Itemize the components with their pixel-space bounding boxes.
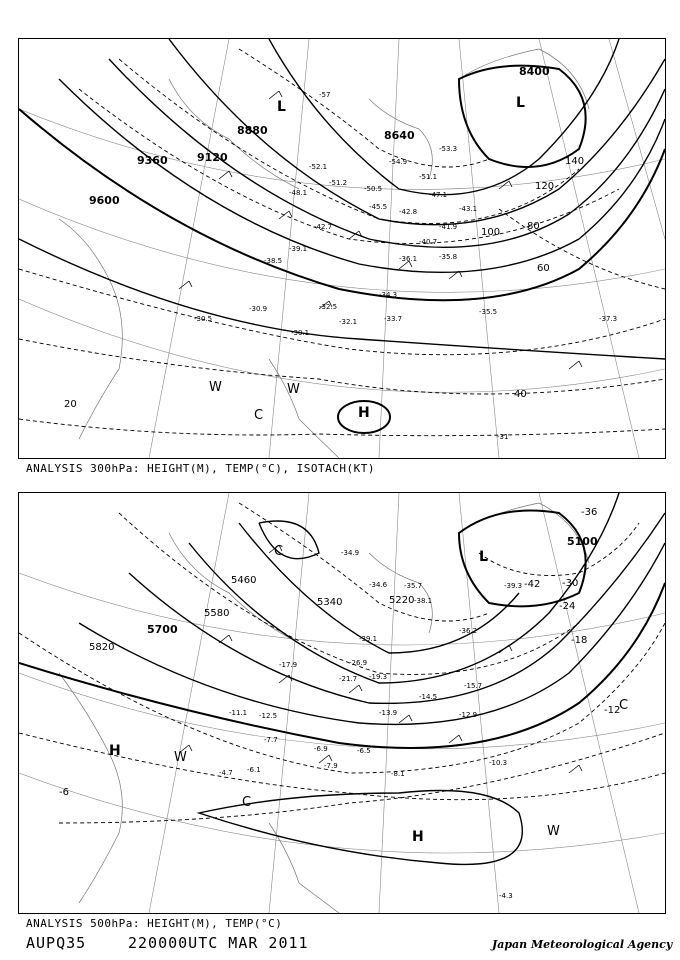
station-temperature-labels xyxy=(219,549,522,900)
station-temp-label: -17.9 xyxy=(279,661,298,669)
isotherm-label--18: -18 xyxy=(571,635,588,646)
temp-label: -30.5 xyxy=(194,315,213,323)
thick-contours xyxy=(19,66,665,433)
station-temp-label: -12.9 xyxy=(459,711,478,719)
map-300hpa-caption: ANALYSIS 300hPa: HEIGHT(M), TEMP(°C), ISOTACH(KT) xyxy=(26,462,376,475)
temp-label: -35.5 xyxy=(479,308,498,316)
low-center: L xyxy=(516,95,525,111)
map-500hpa-canvas xyxy=(19,493,665,913)
cold-marker: C xyxy=(242,795,252,810)
temp-label: -48.1 xyxy=(289,189,308,197)
isotherm-label--36: -36 xyxy=(581,507,598,518)
temp-label: -51.2 xyxy=(329,179,348,187)
temp-label: -31 xyxy=(497,433,509,441)
isotach-label-20: 20 xyxy=(64,399,77,410)
temp-label: -50.5 xyxy=(364,185,383,193)
station-temp-label: -19.3 xyxy=(369,673,388,681)
temp-label: -32.1 xyxy=(339,318,358,326)
cold-marker: C xyxy=(254,408,264,423)
station-temp-label: -14.5 xyxy=(419,693,438,701)
temp-label: -51.1 xyxy=(419,173,438,181)
station-temp-label: -34.6 xyxy=(369,581,388,589)
station-temp-label: -36.2 xyxy=(459,627,478,635)
isotherm-label--24: -24 xyxy=(559,601,576,612)
height-labels xyxy=(89,65,550,207)
temp-label: -37.3 xyxy=(599,315,618,323)
temp-label: -53.3 xyxy=(439,145,458,153)
map-500hpa-caption: ANALYSIS 500hPa: HEIGHT(M), TEMP(°C) xyxy=(26,917,283,930)
temp-label: -30.9 xyxy=(249,305,268,313)
station-temp-label: -6.5 xyxy=(357,747,371,755)
warm-marker: W xyxy=(209,380,222,395)
station-temp-label: -39.3 xyxy=(504,582,523,590)
height-label-5340: 5340 xyxy=(317,597,343,608)
height-label-5580: 5580 xyxy=(204,608,230,619)
chart-code: AUPQ35 xyxy=(26,934,87,952)
pressure-systems xyxy=(109,544,628,845)
temperature-contour-labels xyxy=(59,507,620,798)
map-500hpa xyxy=(18,492,666,914)
high-center: H xyxy=(109,743,121,759)
station-temp-label: -13.9 xyxy=(379,709,398,717)
isotach-label-120: 120 xyxy=(535,181,555,192)
temp-label: -38.5 xyxy=(264,257,283,265)
height-label-5100: 5100 xyxy=(567,535,598,548)
height-label-9120: 9120 xyxy=(197,151,228,164)
warm-marker: W xyxy=(287,382,300,397)
isotach-label-80: 80 xyxy=(527,221,540,232)
isotherm-label--42: -42 xyxy=(524,579,541,590)
temp-label: -42.7 xyxy=(314,223,333,231)
temp-label: -45.5 xyxy=(369,203,388,211)
station-temp-label: -34.9 xyxy=(341,549,360,557)
graticule xyxy=(19,39,665,458)
station-temp-label: -6.1 xyxy=(247,766,261,774)
map-300hpa xyxy=(18,38,666,459)
height-label-8640: 8640 xyxy=(384,129,415,142)
isotach-label-60: 60 xyxy=(537,263,550,274)
low-center: L xyxy=(479,549,488,565)
station-temp-label: -39.1 xyxy=(359,635,378,643)
isotherms xyxy=(19,49,665,436)
height-label-8880: 8880 xyxy=(237,124,268,137)
warm-marker: W xyxy=(174,750,187,765)
height-label-5820: 5820 xyxy=(89,642,115,653)
isotherm-label--30: -30 xyxy=(562,578,579,589)
station-temp-label: -11.1 xyxy=(229,709,248,717)
height-label-5220: 5220 xyxy=(389,595,415,606)
station-temp-label: -38.1 xyxy=(414,597,433,605)
station-temp-label: -4.3 xyxy=(499,892,513,900)
temp-label: -41.9 xyxy=(439,223,458,231)
temp-label: -43.1 xyxy=(459,205,478,213)
agency-credit: Japan Meteorological Agency xyxy=(492,938,673,951)
station-temp-label: -15.7 xyxy=(464,682,483,690)
temp-label: -32.5 xyxy=(319,303,338,311)
temp-label: -47.1 xyxy=(429,191,448,199)
temp-label: -36.1 xyxy=(399,255,418,263)
high-center: H xyxy=(358,405,370,421)
station-temp-label: -7.9 xyxy=(324,762,338,770)
height-label-9360: 9360 xyxy=(137,154,168,167)
station-temp-label: -35.7 xyxy=(404,582,423,590)
station-temp-label: -7.7 xyxy=(264,736,278,744)
station-temp-label: -4.7 xyxy=(219,769,233,777)
temp-label: -52.1 xyxy=(309,163,328,171)
height-label-5700: 5700 xyxy=(147,623,178,636)
temp-label: -39.1 xyxy=(289,245,308,253)
warm-marker: W xyxy=(547,824,560,839)
temp-label: -57 xyxy=(319,91,331,99)
temp-label: -54.9 xyxy=(389,158,408,166)
cold-marker: C xyxy=(619,698,629,713)
cold-marker: C xyxy=(274,544,284,559)
station-temp-label: -26.9 xyxy=(349,659,368,667)
isotherm-label--6: -6 xyxy=(59,787,69,798)
station-temp-label: -10.3 xyxy=(489,759,508,767)
low-center: L xyxy=(277,99,286,115)
map-300hpa-canvas xyxy=(19,39,665,458)
temp-label: -35.8 xyxy=(439,253,458,261)
isotach-labels xyxy=(64,156,584,410)
valid-time: 220000UTC MAR 2011 xyxy=(128,934,309,952)
isotach-label-40: 40 xyxy=(514,389,527,400)
high-center: H xyxy=(412,829,424,845)
height-label-5460: 5460 xyxy=(231,575,257,586)
station-temp-label: -6.9 xyxy=(314,745,328,753)
height-label-9600: 9600 xyxy=(89,194,120,207)
temp-label: -30.1 xyxy=(291,329,310,337)
isotherm-label--12: -12 xyxy=(604,705,621,716)
temp-label: -34.3 xyxy=(379,291,398,299)
station-temp-label: -12.5 xyxy=(259,712,278,720)
isotach-label-100: 100 xyxy=(481,227,501,238)
temp-label: -42.8 xyxy=(399,208,418,216)
temp-label: -40.7 xyxy=(419,238,438,246)
station-temp-label: -8.1 xyxy=(391,770,405,778)
height-label-8400: 8400 xyxy=(519,65,550,78)
temp-label: -33.7 xyxy=(384,315,403,323)
station-temp-label: -21.7 xyxy=(339,675,358,683)
isotach-label-140: 140 xyxy=(565,156,585,167)
